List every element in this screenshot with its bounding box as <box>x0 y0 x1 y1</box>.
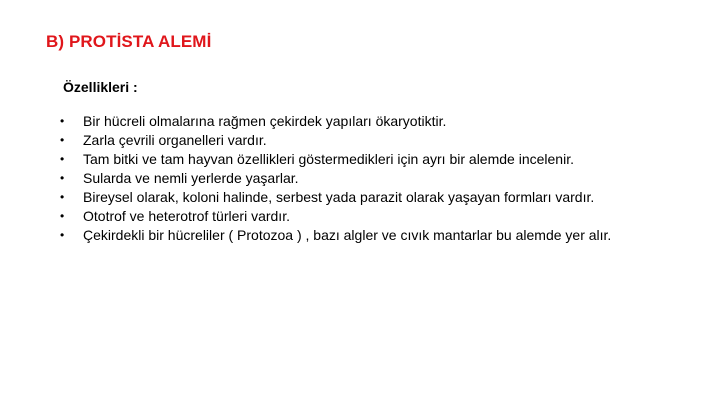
slide-title: B) PROTİSTA ALEMİ <box>46 32 212 51</box>
list-item <box>56 131 642 150</box>
list-item-text: Bir hücreli olmalarına rağmen çekirdek yapıları ökaryotiktir. <box>83 113 447 129</box>
list-item-text: Sularda ve nemli yerlerde yaşarlar. <box>83 170 299 186</box>
bullet-icon: • <box>60 114 65 128</box>
list-item <box>56 150 642 169</box>
list-item-text: Çekirdekli bir hücreliler ( Protozoa ) , bazı algler ve cıvık mantarlar bu alemde yer alır. <box>83 227 612 243</box>
section-heading: Özellikleri : <box>63 79 138 95</box>
features-list <box>56 112 642 245</box>
bullet-icon: • <box>60 209 65 223</box>
list-item <box>56 226 642 245</box>
bullet-icon: • <box>60 152 65 166</box>
list-item <box>56 112 642 131</box>
list-item-text: Tam bitki ve tam hayvan özellikleri göstermedikleri için ayrı bir alemde incelenir. <box>83 151 574 167</box>
list-item <box>56 169 642 188</box>
bullet-icon: • <box>60 228 65 242</box>
list-item-text: Bireysel olarak, koloni halinde, serbest yada parazit olarak yaşayan formları vardır. <box>83 189 595 205</box>
list-item <box>56 207 642 226</box>
list-item-text: Ototrof ve heterotrof türleri vardır. <box>83 208 290 224</box>
bullet-icon: • <box>60 190 65 204</box>
list-item <box>56 188 642 207</box>
bullet-icon: • <box>60 171 65 185</box>
bullet-icon: • <box>60 133 65 147</box>
list-item-text: Zarla çevrili organelleri vardır. <box>83 132 267 148</box>
